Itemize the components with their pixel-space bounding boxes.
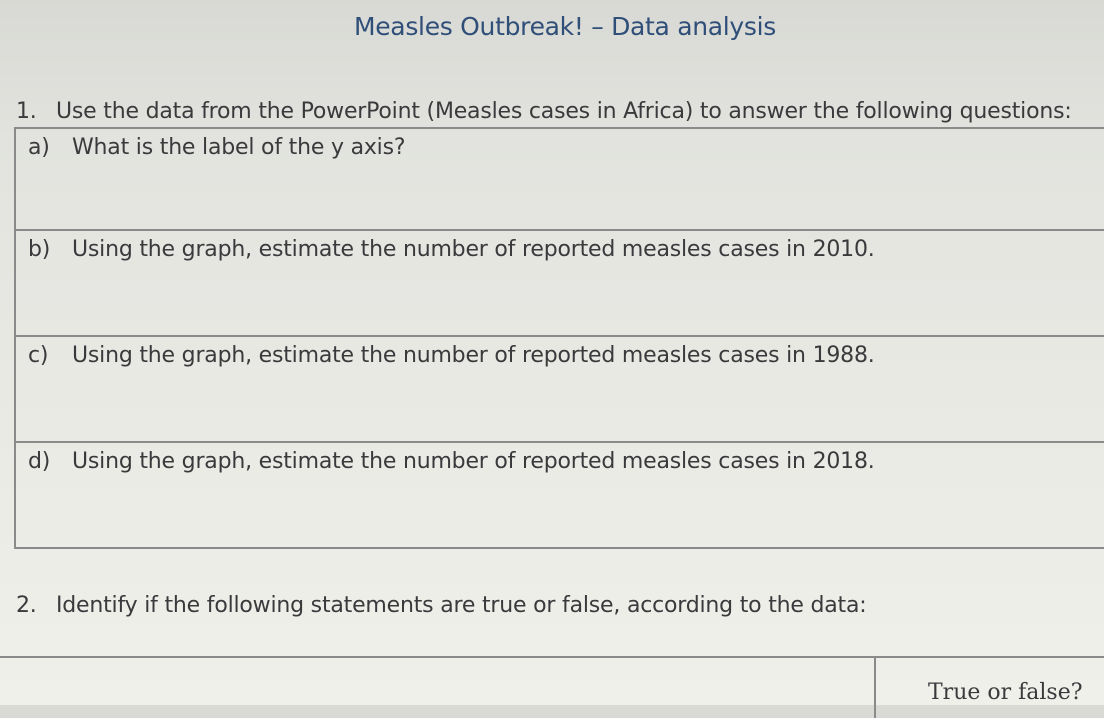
table-column-divider: [874, 658, 876, 718]
part-c-letter: c): [28, 343, 49, 368]
part-b-letter: b): [28, 237, 51, 262]
answer-row-a[interactable]: [16, 127, 1104, 229]
part-a-letter: a): [28, 135, 50, 160]
question-1-number: 1.: [16, 99, 37, 124]
part-b-text: Using the graph, estimate the number of reported measles cases in 2010.: [72, 237, 875, 262]
question-1-text: Use the data from the PowerPoint (Measles cases in Africa) to answer the following questions:: [56, 99, 1072, 124]
question-part-c: [28, 343, 875, 368]
question-2-heading: [16, 593, 866, 618]
part-c-text: Using the graph, estimate the number of reported measles cases in 1988.: [72, 343, 875, 368]
answer-row-c[interactable]: [16, 335, 1104, 441]
true-false-table: [0, 656, 1104, 716]
question-part-b: [28, 237, 875, 262]
true-false-column-header: True or false?: [928, 680, 1083, 705]
question-2-number: 2.: [16, 593, 37, 618]
answer-row-b[interactable]: [16, 229, 1104, 335]
part-d-text: Using the graph, estimate the number of reported measles cases in 2018.: [72, 449, 875, 474]
part-d-letter: d): [28, 449, 51, 474]
part-a-text: What is the label of the y axis?: [72, 135, 406, 160]
question-1-answer-table: [14, 127, 1104, 549]
page-title: Measles Outbreak! – Data analysis: [353, 12, 777, 41]
question-2-text: Identify if the following statements are true or false, according to the data:: [56, 593, 867, 618]
question-1-heading: [16, 99, 1072, 124]
question-part-d: [28, 449, 875, 474]
answer-row-d[interactable]: [16, 441, 1104, 549]
question-part-a: [28, 135, 405, 160]
